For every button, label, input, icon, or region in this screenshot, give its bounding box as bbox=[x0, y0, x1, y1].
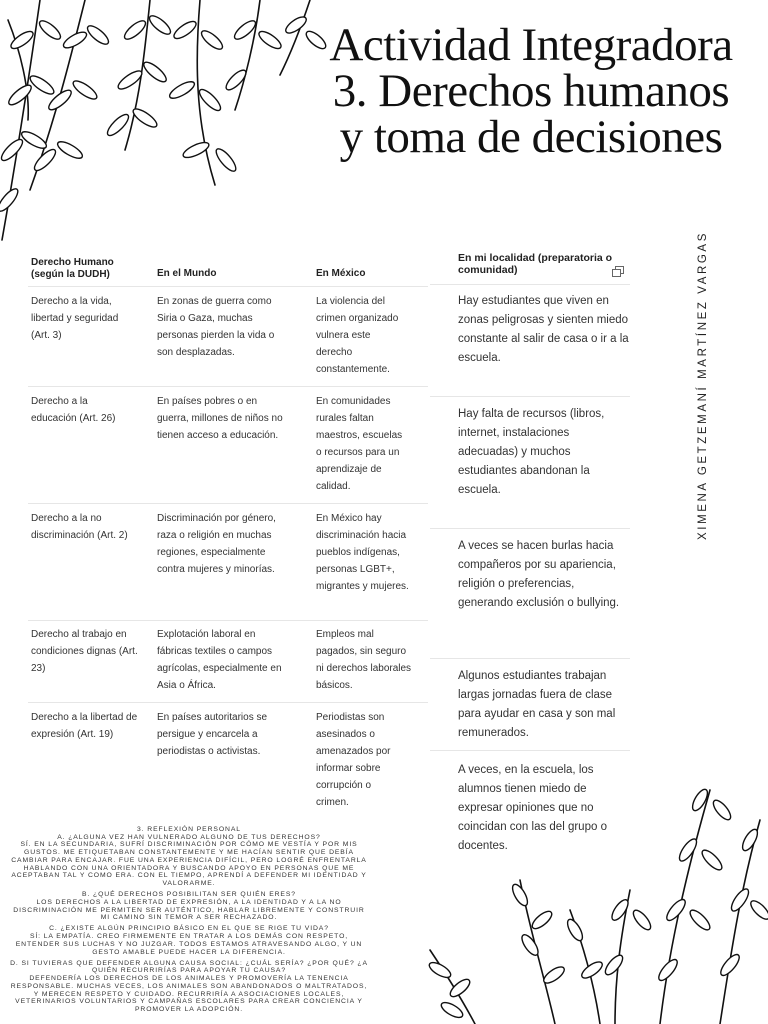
personal-reflection bbox=[10, 826, 368, 1017]
row5-world: En países autoritarios se persigue y encarcela a periodistas o activistas. bbox=[157, 712, 268, 757]
title-line-2: 3. Derechos humanos bbox=[332, 65, 730, 117]
question-b: B. ¿QUÉ DERECHOS POSIBILITAN SER QUIÉN ERES? bbox=[82, 891, 296, 899]
question-a: A. ¿ALGUNA VEZ HAN VULNERADO ALGUNO DE TUS DERECHOS? bbox=[57, 833, 321, 841]
row-divider bbox=[28, 386, 428, 387]
row3-local: A veces se hacen burlas hacia compañeros por su apariencia, religión o preferencias, generando exclusión o bullying. bbox=[458, 540, 620, 609]
row-divider bbox=[430, 396, 630, 397]
answer-d: DEFENDERÍA LOS DERECHOS DE LOS ANIMALES Y PROMOVERÍA LA TENENCIA RESPONSABLE. MUCHAS VECES, LOS ANIMALES SON ABANDONADOS O MALTRATADOS, Y MERECEN RESPETO Y CUIDADO. RECURRIRÍA A ASOCIACIONES LOCALES, VETERINARIOS VOLUNTARIOS Y CAMPAÑAS ESCOLARES PARA CREAR CONCIENCIA Y PROMOVER LA ADOPCIÓN. bbox=[10, 975, 368, 1013]
reflection-heading: 3. REFLEXIÓN PERSONAL bbox=[137, 826, 241, 833]
title-line-1: Actividad Integradora bbox=[329, 19, 733, 71]
row-divider bbox=[430, 750, 630, 751]
row2-world: En países pobres o en guerra, millones de niños no tienen acceso a educación. bbox=[157, 396, 283, 441]
row-divider bbox=[430, 284, 630, 285]
page-title bbox=[300, 19, 762, 163]
author-name: XIMENA GETZEMANÍ MARTÍNEZ VARGAS bbox=[697, 231, 709, 540]
row-divider bbox=[430, 528, 630, 529]
row4-mexico: Empleos mal pagados, sin seguro ni derechos laborales básicos. bbox=[316, 629, 412, 691]
row1-world: En zonas de guerra como Siria o Gaza, muchas personas pierden la vida o son desplazadas. bbox=[157, 296, 275, 358]
row-divider bbox=[28, 702, 428, 703]
header-local: En mi localidad (preparatoria o comunidad) bbox=[458, 252, 613, 276]
header-mexico: En México bbox=[316, 268, 366, 279]
row3-right: Derecho a la no discriminación (Art. 2) bbox=[31, 513, 128, 541]
title-line-3: y toma de decisiones bbox=[339, 111, 723, 163]
answer-c: SÍ: LA EMPATÍA. CREO FIRMEMENTE EN TRATAR A LOS DEMÁS CON RESPETO, ENTENDER SUS LUCHAS Y NO JUZGAR. TODOS ESTAMOS ATRAVESANDO ALGO, Y UN GESTO AMABLE PUEDE HACER LA DIFERENCIA. bbox=[15, 933, 363, 956]
row-divider bbox=[430, 658, 630, 659]
row1-mexico: La violencia del crimen organizado vulnera este derecho constantemente. bbox=[316, 296, 399, 375]
row-divider bbox=[28, 503, 428, 504]
question-c: C. ¿EXISTE ALGÚN PRINCIPIO BÁSICO EN EL QUE SE RIGE TU VIDA? bbox=[49, 925, 329, 933]
row2-mexico: En comunidades rurales faltan maestros, escuelas o recursos para un aprendizaje de calidad. bbox=[316, 396, 403, 492]
answer-b: LOS DERECHOS A LA LIBERTAD DE EXPRESIÓN, A LA IDENTIDAD Y A LA NO DISCRIMINACIÓN ME PERMITEN SER AUTÉNTICO, HABLAR LIBREMENTE Y CONSTRUIR MI CAMINO SIN TEMOR A SER RECHAZADO. bbox=[13, 898, 365, 922]
row-divider bbox=[28, 620, 428, 621]
row2-right: Derecho a la educación (Art. 26) bbox=[31, 396, 116, 424]
row5-mexico: Periodistas son asesinados o amenazados por informar sobre corrupción o crimen. bbox=[316, 712, 391, 808]
answer-a: SÍ. EN LA SECUNDARIA, SUFRÍ DISCRIMINACIÓN POR CÓMO ME VESTÍA Y POR MIS GUSTOS. ME ETIQUETABAN CONSTANTEMENTE Y ME HACÍAN SENTIR QUE DEBÍA CAMBIAR PARA ENCAJAR. FUE UNA EXPERIENCIA DIFÍCIL, PERO LOGRÉ ENFRENTARLA HABLANDO CON UNA ORIENTADORA Y BUSCANDO APOYO EN PERSONAS QUE ME ACEPTABAN TAL Y COMO ERA. CON EL TIEMPO, APRENDÍ A DEFENDER MI IDENTIDAD Y VALORARME. bbox=[11, 841, 367, 887]
row-divider bbox=[28, 286, 428, 287]
header-world: En el Mundo bbox=[157, 268, 217, 279]
row4-right: Derecho al trabajo en condiciones dignas (Art. 23) bbox=[31, 629, 138, 674]
copy-icon[interactable] bbox=[612, 266, 624, 277]
row3-mexico: En México hay discriminación hacia pueblos indígenas, personas LGBT+, migrantes y mujeres. bbox=[316, 513, 409, 592]
leaf-branches-top-left bbox=[0, 0, 340, 250]
row5-right: Derecho a la libertad de expresión (Art. 19) bbox=[31, 712, 138, 740]
row3-world: Discriminación por género, raza o religión en muchas regiones, especialmente contra mujeres y minorías. bbox=[157, 513, 276, 575]
row4-local: Algunos estudiantes trabajan largas jornadas fuera de clase para ayudar en casa y son mal remunerados. bbox=[458, 670, 616, 739]
row1-right: Derecho a la vida, libertad y seguridad (Art. 3) bbox=[31, 296, 119, 341]
question-d: D. SI TUVIERAS QUE DEFENDER ALGUNA CAUSA SOCIAL: ¿CUÁL SERÍA? ¿POR QUÉ? ¿A QUIÉN RECURRIRÍAS PARA APOYAR TU CAUSA? bbox=[10, 959, 368, 975]
row5-local: A veces, en la escuela, los alumnos tienen miedo de expresar opiniones que no coincidan con las del grupo o docentes. bbox=[458, 764, 607, 852]
row4-world: Explotación laboral en fábricas textiles o campos agrícolas, especialmente en Asia o África. bbox=[157, 629, 282, 691]
row2-local: Hay falta de recursos (libros, internet, instalaciones adecuadas) y muchos estudiantes abandonan la escuela. bbox=[458, 408, 605, 496]
row1-local: Hay estudiantes que viven en zonas peligrosas y sienten miedo constante al salir de casa o ir a la escuela. bbox=[458, 295, 629, 364]
header-right: Derecho Humano (según la DUDH) bbox=[31, 257, 114, 280]
